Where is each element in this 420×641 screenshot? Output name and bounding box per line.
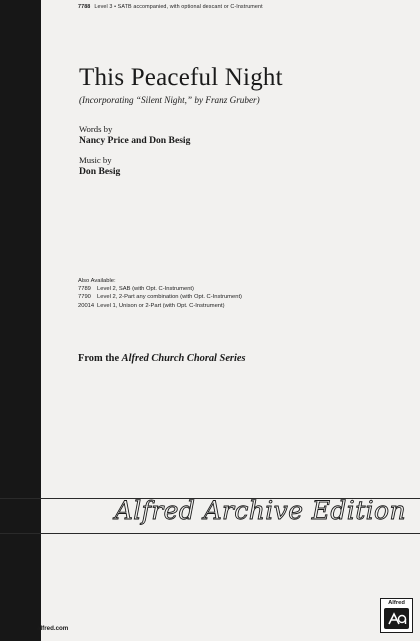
list-item xyxy=(78,285,242,293)
website-link[interactable]: alfred.com xyxy=(37,625,69,632)
series-name: Alfred Church Choral Series xyxy=(121,353,246,364)
logo-mark-icon xyxy=(384,608,409,629)
words-label: Words by xyxy=(79,124,113,134)
item-code: 20014 xyxy=(78,302,95,309)
band-line-bottom xyxy=(0,533,420,534)
logo-glyph-icon xyxy=(386,611,408,627)
item-code: 7789 xyxy=(78,286,91,293)
list-item xyxy=(78,302,242,310)
item-description: Level 2, SAB (with Opt. C-Instrument) xyxy=(97,286,194,293)
voicing-description: Level 3 • SATB accompanied, with optional descant or C-Instrument xyxy=(94,4,263,10)
series-line xyxy=(78,353,246,364)
cover-page xyxy=(41,0,420,641)
item-code: 7790 xyxy=(78,294,91,301)
music-label: Music by xyxy=(79,155,112,165)
alfred-publisher-logo xyxy=(380,598,413,633)
music-author: Don Besig xyxy=(79,166,121,177)
words-authors: Nancy Price and Don Besig xyxy=(79,135,191,146)
page-title: This Peaceful Night xyxy=(79,64,283,91)
item-description: Level 1, Unison or 2-Part (with Opt. C-Instrument) xyxy=(97,302,225,309)
left-black-bar xyxy=(0,0,41,641)
catalog-number: 7788 xyxy=(78,4,91,10)
logo-text: Alfred xyxy=(388,600,405,606)
item-description: Level 2, 2-Part any combination (with Opt. C-Instrument) xyxy=(97,294,242,301)
series-prefix: From the xyxy=(78,353,122,364)
also-available xyxy=(78,277,242,310)
edition-banner: Alfred Archive Edition xyxy=(114,496,406,525)
subtitle: (Incorporating “Silent Night,” by Franz Gruber) xyxy=(79,95,260,105)
catalog-header xyxy=(78,4,263,10)
list-item xyxy=(78,293,242,301)
also-available-heading: Also Available: xyxy=(78,278,116,284)
